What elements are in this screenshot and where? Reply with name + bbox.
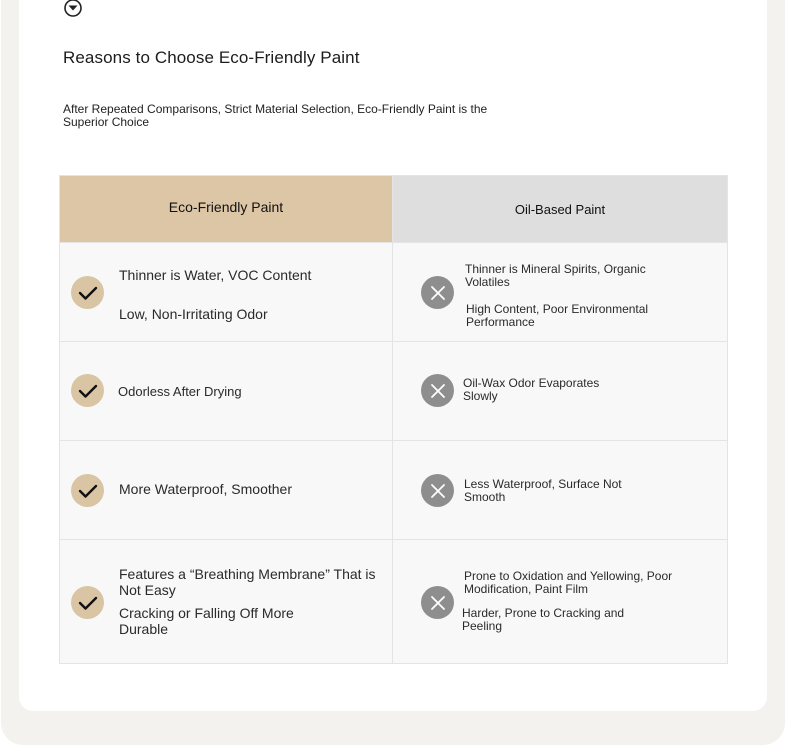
cross-icon xyxy=(421,586,454,619)
eco-cell xyxy=(60,342,393,440)
eco-cell xyxy=(60,441,393,539)
eco-cell xyxy=(60,243,393,341)
eco-paint-header xyxy=(60,176,393,243)
oil-cell xyxy=(393,540,727,663)
oil-cell xyxy=(393,243,727,341)
check-icon xyxy=(71,276,104,309)
oil-paint-header xyxy=(393,176,727,243)
cross-icon xyxy=(421,374,454,407)
eco-text: Cracking or Falling Off More Durable xyxy=(119,605,294,637)
eco-paint-header-label: Eco-Friendly Paint xyxy=(168,198,284,215)
page-title: Reasons to Choose Eco-Friendly Paint xyxy=(63,48,360,67)
oil-text: Oil-Wax Odor Evaporates Slowly xyxy=(463,376,600,403)
eco-text: Odorless After Drying xyxy=(118,384,242,399)
check-icon xyxy=(71,374,104,407)
table-row xyxy=(60,341,727,440)
eco-text: Thinner is Water, VOC Content xyxy=(119,267,312,283)
eco-text: Features a “Breathing Membrane” That is Not Easy xyxy=(119,566,376,598)
oil-text: Prone to Oxidation and Yellowing, Poor Modification, Paint Film xyxy=(464,569,673,596)
eco-text: More Waterproof, Smoother xyxy=(119,481,292,497)
oil-text: Thinner is Mineral Spirits, Organic Volatiles xyxy=(465,262,646,289)
table-row xyxy=(60,440,727,539)
check-icon xyxy=(71,586,104,619)
oil-cell xyxy=(393,342,727,440)
oil-text: Less Waterproof, Surface Not Smooth xyxy=(464,477,622,504)
oil-paint-header-label: Oil-Based Paint xyxy=(514,202,606,217)
check-icon xyxy=(71,474,104,507)
table-row xyxy=(60,242,727,341)
cross-icon xyxy=(421,474,454,507)
eco-text: Low, Non-Irritating Odor xyxy=(119,306,268,322)
cross-icon xyxy=(421,276,454,309)
page-subtitle: After Repeated Comparisons, Strict Material Selection, Eco-Friendly Paint is the Superior Choice xyxy=(63,102,488,129)
oil-cell xyxy=(393,441,727,539)
comparison-table xyxy=(59,175,728,664)
table-row xyxy=(60,539,727,663)
eco-cell xyxy=(60,540,393,663)
chevron-down-circle-icon[interactable] xyxy=(63,0,83,18)
oil-text: High Content, Poor Environmental Performance xyxy=(466,302,649,329)
oil-text: Harder, Prone to Cracking and Peeling xyxy=(462,606,625,633)
